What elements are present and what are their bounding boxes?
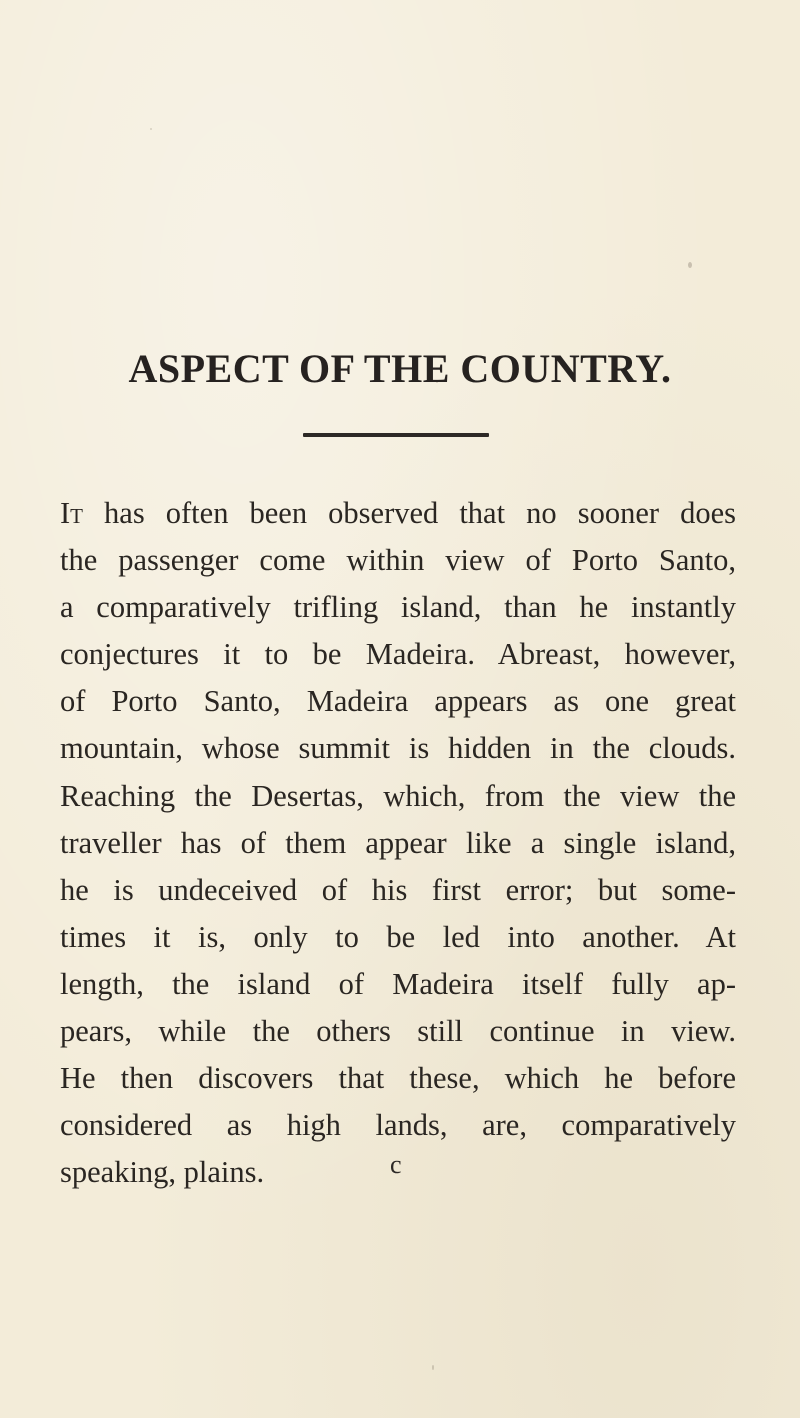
text-line: It has often been observed that no sooner does [60, 496, 736, 530]
text-line: Reaching the Desertas, which, from the view the [60, 778, 736, 813]
paper-speck [150, 128, 152, 130]
text-line: considered as high lands, are, comparatively [60, 1108, 736, 1143]
body-paragraph [60, 490, 736, 1196]
signature-mark: c [390, 1150, 402, 1179]
text-line: length, the island of Madeira itself fully ap- [60, 966, 736, 1001]
paper-speck [688, 262, 692, 268]
opening-word: It [60, 496, 83, 530]
text-line: the passenger come within view of Porto Santo, [60, 543, 736, 578]
text-line: he is undeceived of his first error; but some- [60, 872, 736, 907]
title-rule [303, 433, 489, 437]
text-line: of Porto Santo, Madeira appears as one great [60, 684, 736, 719]
text-line: a comparatively trifling island, than he instantly [60, 590, 736, 625]
page-title: ASPECT OF THE COUNTRY. [128, 345, 672, 391]
text-line: He then discovers that these, which he before [60, 1061, 736, 1096]
text-line: times it is, only to be led into another. At [60, 919, 736, 954]
text-line: mountain, whose summit is hidden in the clouds. [60, 731, 736, 766]
text-line: speaking, plains. [60, 1155, 265, 1190]
paper-speck [432, 1365, 434, 1370]
text-line: conjectures it to be Madeira. Abreast, however, [60, 637, 736, 672]
text-line: traveller has of them appear like a single island, [60, 825, 736, 860]
text-line: pears, while the others still continue in view. [60, 1014, 736, 1049]
